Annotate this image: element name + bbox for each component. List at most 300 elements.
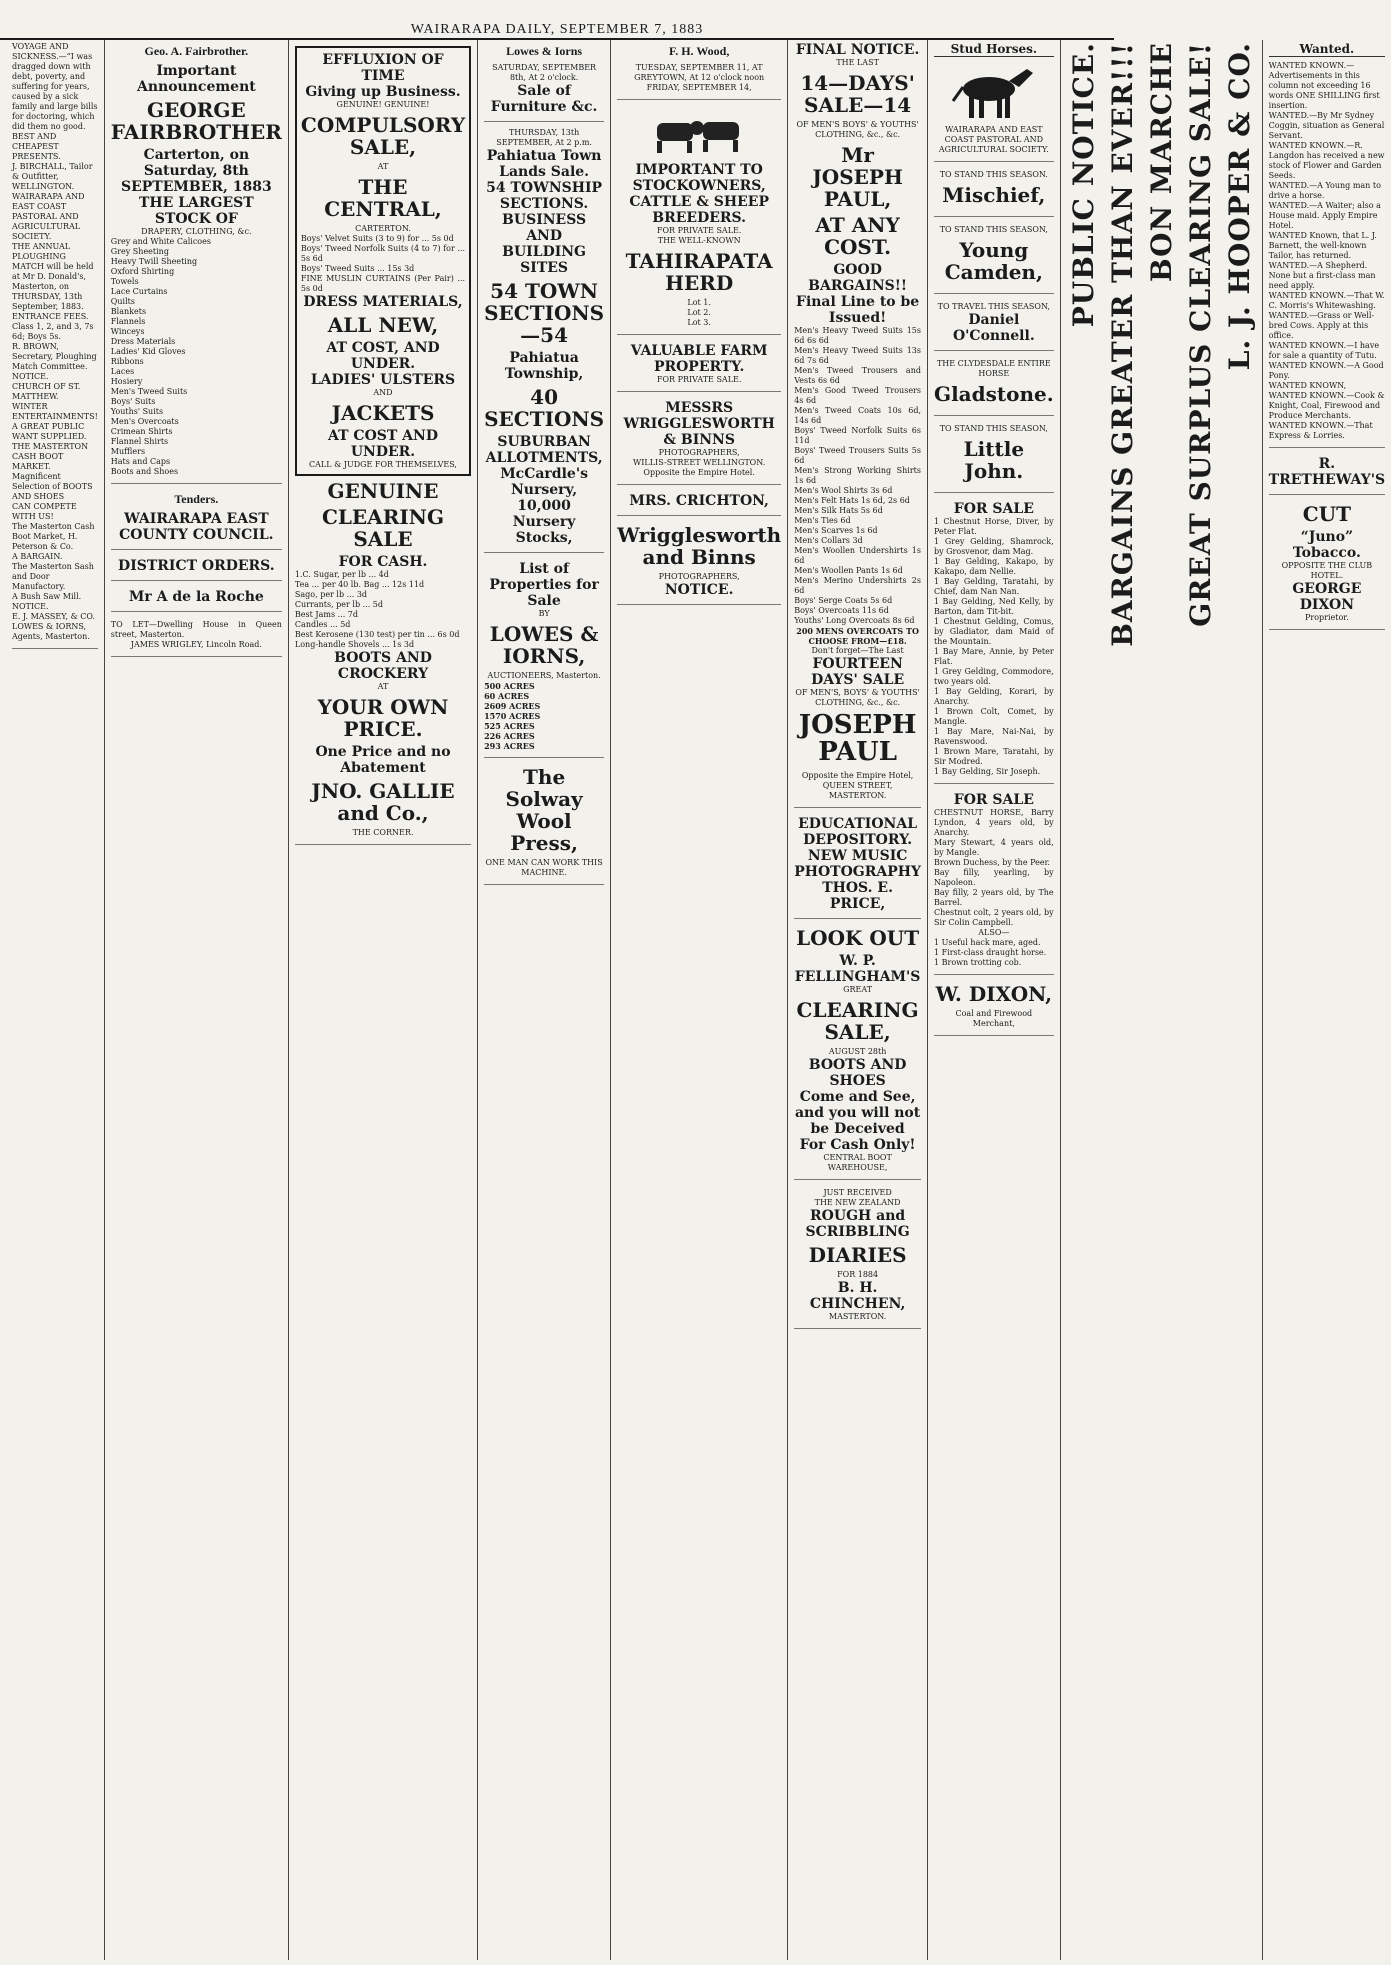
important-announcement: Important Announcement — [137, 63, 256, 95]
paul-price-item: Men's Heavy Tweed Suits 15s 6d 6s 6d — [794, 326, 921, 345]
properties-ad — [484, 561, 604, 758]
wood-ad — [617, 44, 781, 100]
wanted-item: WANTED.—A Waiter; also a House maid. Apply Empire Hotel. — [1268, 201, 1381, 230]
pahiatua-township: Pahiatua Township, — [504, 350, 584, 382]
price-item: 1.C. Sugar, per lb ... 4d — [294, 570, 389, 579]
col1-line: CAN COMPETE WITH US! — [12, 502, 77, 521]
acres-item: 2609 ACRES — [484, 701, 541, 711]
paul-price-item: Men's Ties 6d — [794, 516, 851, 525]
masterton: MASTERTON. — [828, 1311, 887, 1321]
other-item: 1 Useful hack mare, aged. — [933, 938, 1041, 947]
drapery-note: DRAPERY, CLOTHING, &c. — [141, 227, 252, 236]
paul-price-item: Men's Wool Shirts 3s 6d — [794, 486, 893, 495]
thursday-date: THURSDAY, 13th SEPTEMBER, At 2 p.m. — [496, 128, 592, 147]
just-received: JUST RECEIVED — [823, 1187, 892, 1197]
little-john: Little John. — [963, 437, 1025, 483]
diaries: DIARIES — [808, 1242, 907, 1267]
de-la-roche-ad — [111, 589, 282, 612]
proprietor: Proprietor. — [1304, 613, 1349, 622]
hooper: L. J. HOOPER & CO. — [1222, 42, 1256, 371]
fairbrother-item: Heavy Twill Sheeting — [110, 257, 198, 266]
horse-item: 1 Bay Gelding, Korari, by Anarchy. — [933, 687, 1054, 706]
photographers-ad — [617, 400, 781, 485]
paul-price-item: Men's Woollen Undershirts 1s 6d — [794, 546, 921, 565]
diaries-ad — [794, 1188, 921, 1329]
surplus-sale: GREAT SURPLUS CLEARING SALE! — [1183, 42, 1217, 627]
masthead — [0, 0, 1114, 40]
final-line: Final Line to be Issued! — [796, 294, 920, 326]
overcoats: 200 MENS OVERCOATS TO CHOOSE FROM—£18. — [796, 626, 919, 646]
paul-price-list — [794, 326, 921, 626]
fairbrother-item: Grey and White Calicoes — [110, 237, 211, 246]
acres-list — [484, 681, 604, 751]
horse-item-2: Bay filly, yearling, by Napoleon. — [933, 868, 1054, 887]
acres-item: 226 ACRES — [484, 731, 535, 741]
business-sites: BUSINESS AND BUILDING SITES — [502, 212, 587, 276]
joseph-paul-2: JOSEPH PAUL — [798, 710, 917, 768]
great: GREAT — [843, 984, 873, 994]
fairbrother-item: Flannel Shirts — [110, 437, 169, 446]
forsale-ad — [934, 501, 1054, 784]
tahirapata-herd: TAHIRAPATA HERD — [625, 249, 773, 295]
horse-item: 1 Chestnut Horse, Diver, by Peter Flat. — [933, 517, 1054, 536]
fairbrother-item: Hosiery — [110, 377, 143, 386]
paul-price-item: Youths' Long Overcoats 8s 6d — [794, 616, 915, 625]
wanted-header: Wanted. — [1269, 42, 1385, 57]
solway-ad — [484, 766, 604, 885]
crichton-ad — [617, 493, 781, 516]
horse-item: 1 Bay Mare, Annie, by Peter Flat. — [933, 647, 1054, 666]
for-private-sale: FOR PRIVATE SALE. — [656, 226, 742, 235]
young-camden: Young Camden, — [944, 238, 1043, 284]
stand-3: TO STAND THIS SEASON, — [939, 424, 1048, 433]
paul-price-item: Men's Strong Working Shirts 1s 6d — [794, 466, 921, 485]
district-orders-title: DISTRICT ORDERS. — [118, 558, 275, 574]
george-dixon: GEORGE DIXON — [1292, 581, 1362, 613]
fairbrother-item: Oxford Shirting — [110, 267, 175, 276]
john-ad — [934, 424, 1054, 493]
price-list — [295, 570, 471, 650]
wanted-item: WANTED KNOWN.—Cook & Knight, Coal, Firewood and Produce Merchants. — [1268, 391, 1385, 420]
column-7 — [928, 40, 1061, 1960]
col1-line: THE ANNUAL PLOUGHING MATCH will be held at Mr D. Donald's, Masterton, on THURSDAY, 13th September, 1883. — [12, 242, 94, 311]
14-days-sale: 14—DAYS' SALE—14 — [800, 71, 915, 117]
horse-illustration — [949, 61, 1039, 121]
fellingham-ad — [794, 927, 921, 1180]
dixon: W. DIXON, — [935, 982, 1053, 1006]
columns — [6, 40, 1386, 1960]
cattle-illustration — [649, 108, 749, 158]
pahiatua-sale: Pahiatua Town Lands Sale. — [486, 148, 602, 180]
county-council: WAIRARAPA EAST COUNTY COUNCIL. — [119, 511, 274, 543]
fairbrother-item: Laces — [110, 367, 135, 376]
horse-item: 1 Brown Colt, Comet, by Mangle. — [933, 707, 1054, 726]
price-item: Currants, per lb ... 5d — [294, 600, 383, 609]
mens-clothing-2: OF MEN'S, BOYS' & YOUTHS' CLOTHING, &c., &c. — [795, 688, 920, 707]
township-sections: 54 TOWNSHIP SECTIONS. — [486, 180, 603, 212]
nursery-stocks: 10,000 Nursery Stocks, — [512, 498, 576, 546]
carterton: CARTERTON. — [355, 224, 411, 233]
district-orders — [111, 558, 282, 581]
wb-ad — [617, 524, 781, 605]
fairbrother-item: Mufflers — [110, 447, 146, 456]
mens-clothing: OF MEN'S BOYS' & YOUTHS' CLOTHING, &c., &c. — [796, 120, 919, 139]
acres-item: 293 ACRES — [484, 741, 535, 751]
central-item: Boys' Tweed Suits ... 15s 3d — [300, 264, 415, 273]
fairbrother-item: Dress Materials — [110, 337, 176, 346]
corner: THE CORNER. — [352, 828, 414, 837]
also: ALSO— — [978, 928, 1010, 937]
for-cash: FOR CASH. — [338, 554, 428, 570]
clydesdale: THE CLYDESDALE ENTIRE HORSE — [936, 359, 1051, 378]
by: BY — [538, 609, 550, 618]
and: AND — [373, 388, 393, 397]
clearing-sale-2: CLEARING SALE, — [796, 997, 919, 1044]
valuable-farm: VALUABLE FARM PROPERTY. — [630, 343, 768, 375]
wanted-item: WANTED.—A Young man to drive a horse. — [1268, 181, 1381, 200]
paul-price-item: Men's Good Tweed Trousers 4s 6d — [794, 386, 921, 405]
opposite-club: OPPOSITE THE CLUB HOTEL. — [1281, 561, 1373, 580]
fairbrother-item: Winceys — [110, 327, 145, 336]
dress-materials: DRESS MATERIALS, — [303, 294, 463, 310]
fairbrother-item: Grey Sheeting — [110, 247, 169, 256]
wb-name: Wrigglesworth and Binns — [617, 523, 782, 569]
other-item: 1 First-class draught horse. — [933, 948, 1047, 957]
stud-horses-header: Stud Horses. — [934, 42, 1054, 57]
paul-price-item: Men's Tweed Coats 10s 6d, 14s 6d — [794, 406, 921, 425]
horses-list-2 — [934, 808, 1054, 928]
look-out: LOOK OUT — [796, 925, 920, 950]
educational-depository: EDUCATIONAL DEPOSITORY. — [798, 815, 918, 848]
sections-54: 54 TOWN SECTIONS—54 — [484, 279, 605, 347]
price-item: Best Kerosene (130 test) per tin ... 6s 0d — [294, 630, 460, 639]
important-stockowners: IMPORTANT TO STOCKOWNERS, CATTLE & SHEEP BREEDERS. — [629, 162, 769, 226]
wanted-item: WANTED KNOWN, — [1268, 381, 1347, 390]
col1-line: Magnificent Selection of BOOTS AND SHOES — [12, 472, 93, 501]
acres-item: 525 ACRES — [484, 721, 535, 731]
come-see: Come and See, and you will not be Deceived — [794, 1088, 921, 1137]
col1-line: The Masterton Sash and Door Manufactory. — [12, 562, 94, 591]
one-price: One Price and no Abatement — [315, 744, 451, 776]
masthead-title: WAIRARAPA DAILY, SEPTEMBER 7, 1883 — [410, 22, 704, 37]
horse-item: 1 Grey Gelding, Shamrock, by Grosvenor, dam Mag. — [933, 537, 1054, 556]
ulsters: LADIES' ULSTERS — [310, 372, 456, 388]
column-3 — [289, 40, 478, 1960]
tobacco-ad — [1269, 503, 1385, 630]
col1-line: THE MASTERTON CASH BOOT MARKET. — [12, 442, 89, 471]
travel: TO TRAVEL THIS SEASON, — [937, 302, 1050, 311]
paul-price-item: Men's Collars 3d — [794, 536, 863, 545]
col1-line: BEST AND CHEAPEST PRESENTS. — [12, 132, 61, 161]
horse-item-2: Mary Stewart, 4 years old, by Mangle. — [933, 838, 1054, 857]
lowes-iorns: LOWES & IORNS, — [489, 622, 599, 668]
central-item: FINE MUSLIN CURTAINS (Per Pair) ... 5s 0d — [300, 274, 466, 293]
paul-price-item: Boys' Serge Coats 5s 6d — [794, 596, 893, 605]
col1-line: CHURCH OF ST. MATTHEW. — [12, 382, 81, 401]
herd-ad — [617, 108, 781, 335]
tenders-title: Tenders. — [174, 492, 219, 506]
col1-line: Class 1, 2, and 3, 7s 6d; Boys 5s. — [12, 322, 94, 341]
col1-line: A GREAT PUBLIC WANT SUPPLIED. — [12, 422, 87, 441]
divider — [484, 121, 604, 122]
at-cost: AT COST, AND UNDER. — [326, 340, 440, 372]
solway-wool-press: The Solway Wool Press, — [505, 765, 583, 855]
fairbrother-list — [111, 237, 282, 477]
paul-price-item: Boys' Overcoats 11s 6d — [794, 606, 889, 615]
stand-2: TO STAND THIS SEASON, — [939, 225, 1048, 234]
de-la-roche: Mr A de la Roche — [128, 589, 264, 605]
oconnell-ad — [934, 302, 1054, 351]
paul-price-item: Men's Merino Undershirts 2s 6d — [794, 576, 921, 595]
col1-line: R. BROWN, Secretary, Ploughing Match Committee. — [12, 342, 97, 371]
horses-list — [934, 517, 1054, 777]
fairbrother-item: Hats and Caps — [110, 457, 171, 466]
column-1 — [6, 40, 105, 1960]
col1-line: NOTICE. — [12, 372, 49, 381]
other-items — [934, 938, 1054, 968]
at: AT — [377, 162, 389, 171]
col2-header: Geo. A. Fairbrother. — [144, 44, 249, 58]
wrigglesworth-binns: MESSRS WRIGGLESWORTH & BINNS — [623, 400, 775, 448]
gladstone-ad — [934, 359, 1054, 416]
gladstone: Gladstone. — [933, 382, 1054, 406]
all-new: ALL NEW, — [327, 313, 439, 337]
col1-line: The Masterton Cash Boot Market, H. Peterson & Co. — [12, 522, 95, 551]
horse-item: 1 Bay Gelding, Ned Kelly, by Barton, dam Tit-bit. — [933, 597, 1054, 616]
jackets: JACKETS — [331, 401, 435, 425]
willis-street: WILLIS-STREET WELLINGTON. — [633, 458, 766, 467]
fairbrother-item: Crimean Shirts — [110, 427, 173, 436]
coal-firewood: Coal and Firewood Merchant, — [955, 1009, 1033, 1028]
col1-ads — [12, 42, 98, 649]
price-item: Best Jams ... 7d — [294, 610, 358, 619]
saturday-date: SATURDAY, SEPTEMBER 8th, At 2 o'clock. — [492, 63, 597, 82]
horse-item: 1 Brown Mare, Taratahi, by Sir Modred. — [933, 747, 1054, 766]
mrs-crichton: MRS. CRICHTON, — [629, 493, 769, 509]
the-nz: THE NEW ZEALAND — [814, 1197, 901, 1207]
column-2 — [105, 40, 289, 1960]
col1-line: A Bush Saw Mill. — [12, 592, 82, 601]
daniel-oconnell: Daniel O'Connell. — [952, 312, 1035, 344]
well-known: THE WELL-KNOWN — [657, 236, 741, 245]
mccardle-nursery: McCardle's Nursery, — [500, 466, 588, 498]
column-5 — [611, 40, 788, 1960]
depository-ad — [794, 816, 921, 919]
fairbrother-item: Flannels — [110, 317, 146, 326]
column-9 — [1263, 40, 1391, 1960]
juno: “Juno” Tobacco. — [1292, 529, 1361, 561]
paul-price-item: Boys' Tweed Trousers Suits 5s 6d — [794, 446, 921, 465]
sections-40: 40 SECTIONS — [484, 385, 605, 431]
wanted-item: WANTED KNOWN.—A Good Pony. — [1268, 361, 1384, 380]
fellingham: W. P. FELLINGHAM'S — [794, 952, 921, 985]
paul-price-item: Men's Woollen Pants 1s 6d — [794, 566, 903, 575]
col1-line: ENTRANCE FEES. — [12, 312, 89, 321]
price-item: Tea ... per 40 lb. Bag ... 12s 11d — [294, 580, 425, 589]
bon-marche: BON MARCHE — [1144, 42, 1178, 282]
fairbrother-item: Ribbons — [110, 357, 144, 366]
boots-crockery: BOOTS AND CROCKERY — [334, 650, 432, 682]
boots-shoes: BOOTS AND SHOES — [808, 1056, 907, 1089]
paul-price-item: Men's Heavy Tweed Suits 13s 6d 7s 6d — [794, 346, 921, 365]
new-music: NEW MUSIC — [807, 847, 908, 864]
to-let-ad — [111, 620, 282, 657]
wb-photographers: PHOTOGRAPHERS, — [658, 572, 740, 581]
horse-item: 1 Grey Gelding, Commodore, two years old. — [933, 667, 1054, 686]
photographers: PHOTOGRAPHERS, — [658, 448, 740, 457]
horse-item: 1 Chestnut Gelding, Comus, by Gladiator, dam Maid of the Mountain. — [933, 617, 1054, 646]
gallie: JNO. GALLIE and Co., — [311, 779, 455, 825]
acres-item: 500 ACRES — [484, 681, 535, 691]
properties-list-title: List of Properties for Sale — [489, 561, 599, 609]
at-cost-2: AT COST AND UNDER. — [328, 428, 438, 460]
photography: PHOTOGRAPHY — [794, 863, 921, 880]
for-sale-2: FOR SALE — [953, 792, 1034, 808]
cut: CUT — [1302, 502, 1351, 526]
horse-item-2: Bay filly, 2 years old, by The Barrel. — [933, 888, 1054, 907]
col1-line: VOYAGE AND SICKNESS.—“I was dragged down with debt, poverty, and suffering for years, caused by a sick family and large bills for doctoring, which did them no good. — [12, 42, 98, 131]
sale-furniture: Sale of Furniture &c. — [490, 83, 598, 115]
for-1884: FOR 1884 — [837, 1269, 879, 1279]
giving-up: Giving up Business. — [305, 84, 461, 100]
society: WAIRARAPA AND EAST COAST PASTORAL AND AGRICULTURAL SOCIETY. — [938, 125, 1049, 154]
wanted-item: WANTED Known, that L. J. Barnett, the well-known Tailor, has returned. — [1268, 231, 1377, 260]
opposite-empire: Opposite the Empire Hotel. — [643, 468, 755, 477]
for-sale: FOR SALE — [953, 501, 1034, 517]
col1-line: WINTER ENTERTAINMENTS! — [12, 402, 98, 421]
lot-3: Lot 3. — [687, 318, 711, 327]
central-items — [301, 234, 465, 294]
tuesday-date: TUESDAY, SEPTEMBER 11, AT GREYTOWN, At 12 o'clock noon — [634, 63, 765, 82]
lot-2: Lot 2. — [687, 308, 711, 317]
lot-1: Lot 1. — [687, 298, 711, 307]
suburban-allotments: SUBURBAN ALLOTMENTS, — [485, 434, 603, 466]
wanted-item: WANTED.—By Mr Sydney Coggin, situation as General Servant. — [1268, 111, 1385, 140]
fairbrother-item: Men's Overcoats — [110, 417, 179, 426]
notice: NOTICE. — [664, 582, 734, 598]
largest-stock: THE LARGEST STOCK OF — [139, 195, 254, 227]
for-cash-only: For Cash Only! — [799, 1136, 916, 1153]
fairbrother-ad — [111, 44, 282, 484]
horse-item: 1 Bay Gelding, Sir Joseph. — [933, 767, 1041, 776]
fairbrother-item: Lace Curtains — [110, 287, 168, 296]
wanted-item: WANTED KNOWN.—R. Langdon has received a new stock of Flower and Garden Seeds. — [1268, 141, 1385, 180]
your-own-price: YOUR OWN PRICE. — [317, 695, 449, 741]
horse-item-2: Brown Duchess, by the Peer. — [933, 858, 1051, 867]
bargains: BARGAINS GREATER THAN EVER!!! — [1105, 42, 1139, 647]
tretheway-ad — [1269, 456, 1385, 495]
carterton-date: Carterton, on Saturday, 8th SEPTEMBER, 1883 — [120, 147, 272, 195]
paul-price-item: Men's Silk Hats 5s 6d — [794, 506, 883, 515]
wanted-list — [1269, 61, 1385, 448]
col4-header: Lowes & Iorns — [506, 44, 583, 58]
mischief: Mischief, — [942, 183, 1046, 207]
acres-item: 1570 ACRES — [484, 711, 541, 721]
horse-item-2: CHESTNUT HORSE, Barry Lyndon, 4 years old, by Anarchy. — [933, 808, 1054, 837]
paul-price-item: Men's Tweed Trousers and Vests 6s 6d — [794, 366, 921, 385]
farm-ad — [617, 343, 781, 392]
genuine-2: GENUINE — [327, 479, 439, 503]
compulsory-sale: COMPULSORY SALE, — [300, 113, 466, 159]
wanted-item: WANTED.—A Shepherd. None but a first-class man need apply. — [1268, 261, 1376, 290]
paul-price-item: Men's Scarves 1s 6d — [794, 526, 878, 535]
genuine: GENUINE! GENUINE! — [336, 100, 430, 109]
fairbrother-item: Boots and Shoes — [110, 467, 179, 476]
auctioneers: AUCTIONEERS, Masterton. — [487, 671, 601, 680]
price-item: Sago, per lb ... 3d — [294, 590, 368, 599]
august: AUGUST 28th — [828, 1046, 887, 1056]
good-bargains: GOOD BARGAINS!! — [808, 262, 908, 294]
horse-item-2: Chestnut colt, 2 years old, by Sir Colin Campbell. — [933, 908, 1054, 927]
joseph-paul: Mr JOSEPH PAUL, — [812, 143, 903, 211]
final-notice: FINAL NOTICE. — [795, 42, 920, 58]
chinchen: B. H. CHINCHEN, — [809, 1279, 906, 1312]
effluxion-title: EFFLUXION OF TIME — [322, 52, 444, 84]
camden-ad — [934, 225, 1054, 294]
the-last: THE LAST — [836, 58, 879, 67]
col1-line: WELLINGTON. — [12, 182, 75, 191]
wanted-item: WANTED KNOWN.—That Express & Lorries. — [1268, 421, 1373, 440]
fourteen-days: FOURTEEN DAYS' SALE — [811, 656, 905, 688]
wanted-item: WANTED KNOWN.—Advertisements in this column not exceeding 16 words ONE SHILLING first insertion. — [1268, 61, 1380, 110]
call-judge: CALL & JUDGE FOR THEMSELVES, — [309, 460, 457, 469]
any-cost: AT ANY COST. — [815, 213, 900, 259]
column-8 — [1061, 40, 1263, 1960]
clearing-sale: CLEARING SALE — [321, 505, 445, 551]
dixon-ad — [934, 983, 1054, 1036]
tretheway: R. TRETHEWAY'S — [1268, 456, 1386, 488]
paul-price-item: Boys' Tweed Norfolk Suits 6s 11d — [794, 426, 921, 445]
one-man: ONE MAN CAN WORK THIS MACHINE. — [485, 858, 603, 877]
col1-line: WAIRARAPA AND EAST COAST PASTORAL AND AGRICULTURAL SOCIETY. — [12, 192, 85, 241]
col1-line: E. J. MASSEY, & CO. — [12, 612, 95, 621]
col5-header: F. H. Wood, — [668, 44, 730, 58]
tenders-ad — [111, 492, 282, 550]
wanted-item: WANTED KNOWN.—That W. C. Morris's Whitewashing. — [1268, 291, 1385, 310]
wanted-item: WANTED KNOWN.—I have for sale a quantity of Tutu. — [1268, 341, 1380, 360]
for-private-sale-2: FOR PRIVATE SALE. — [656, 375, 742, 384]
mischief-ad — [934, 170, 1054, 217]
to-let-text: TO LET—Dwelling House in Queen street, Masterton. — [110, 620, 282, 639]
paul-ad — [794, 42, 921, 808]
fairbrother-item: Boys' Suits — [110, 397, 156, 406]
horse-item: 1 Bay Gelding, Taratahi, by Chief, dam Nan Nan. — [933, 577, 1054, 596]
stand-1: TO STAND THIS SEASON. — [939, 170, 1048, 179]
thos-price: THOS. E. PRICE, — [822, 879, 893, 912]
to-let-sign: JAMES WRIGLEY, Lincoln Road. — [130, 640, 262, 649]
the-central: THE CENTRAL, — [324, 175, 442, 221]
col1-line: A BARGAIN. — [12, 552, 63, 561]
col1-line: J. BIRCHALL, Tailor & Outfitter, — [12, 162, 93, 181]
gallie-ad — [295, 480, 471, 845]
central-item: Boys' Velvet Suits (3 to 9) for ... 5s 0d — [300, 234, 454, 243]
fairbrother-item: Men's Tweed Suits — [110, 387, 188, 396]
wanted-item: WANTED.—Grass or Well-bred Cows. Apply at this office. — [1268, 311, 1375, 340]
at-2: AT — [377, 682, 389, 691]
col1-line: LOWES & IORNS, Agents, Masterton. — [12, 622, 90, 641]
dont-forget: Don't forget—The Last — [811, 646, 904, 655]
paul-price-item: Men's Felt Hats 1s 6d, 2s 6d — [794, 496, 910, 505]
column-4 — [478, 40, 611, 1960]
forsale-ad-2 — [934, 792, 1054, 975]
friday-date: FRIDAY, SEPTEMBER 14, — [646, 83, 752, 92]
horse-item: 1 Bay Gelding, Kakapo, by Kakapo, dam Nellie. — [933, 557, 1054, 576]
price-item: Candles ... 5d — [294, 620, 351, 629]
fairbrother-item: Blankets — [110, 307, 147, 316]
society-ad — [934, 125, 1054, 162]
acres-item: 60 ACRES — [484, 691, 530, 701]
lowes-ad — [484, 44, 604, 553]
